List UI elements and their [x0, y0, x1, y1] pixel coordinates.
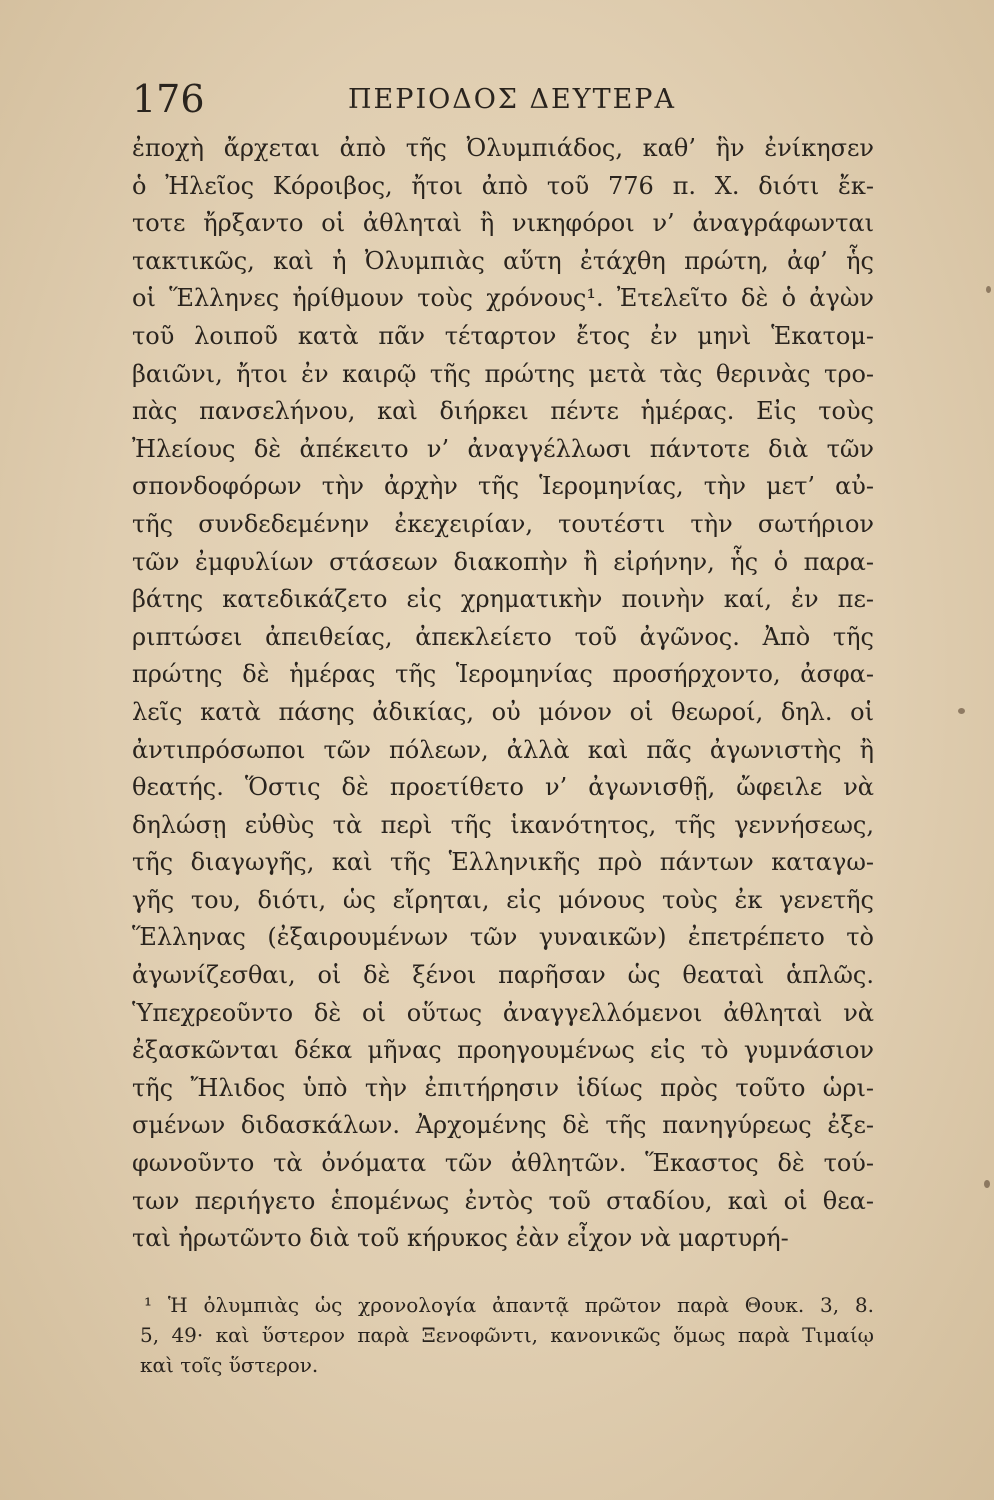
margin-speck: [958, 708, 965, 714]
text-line: τῆς συνδεδεμένην ἐκεχειρίαν, τουτέστι τὴν σωτήριον: [132, 509, 874, 538]
text-line: γῆς του, διότι, ὡς εἴρηται, εἰς μόνους τοὺς ἐκ γενετῆς: [132, 885, 874, 914]
text-line: οἱ Ἕλληνες ἠρίθμουν τοὺς χρόνους¹. Ἐτελεῖτο δὲ ὁ ἀγὼν: [132, 284, 874, 313]
text-line: ὁ Ἠλεῖος Κόροιβος, ἤτοι ἀπὸ τοῦ 776 π. Χ. διότι ἔκ-: [132, 171, 874, 200]
running-head: ΠΕΡΙΟΔΟΣ ΔΕΥΤΕΡΑ: [348, 84, 676, 115]
text-line: τῆς διαγωγῆς, καὶ τῆς Ἑλληνικῆς πρὸ πάντων καταγω-: [132, 848, 874, 877]
margin-speck: [984, 1180, 990, 1188]
footnotes: [140, 1290, 874, 1380]
footnote-line: 5, 49· καὶ ὕστερον παρὰ Ξενοφῶντι, κανονικῶς ὅμως παρὰ Τιμαίῳ: [140, 1323, 874, 1347]
text-line: των περιήγετο ἑπομένως ἐντὸς τοῦ σταδίου, καὶ οἱ θεα-: [132, 1186, 874, 1215]
text-line: φωνοῦντο τὰ ὀνόματα τῶν ἀθλητῶν. Ἕκαστος δὲ τού-: [132, 1149, 874, 1178]
text-line: πρώτης δὲ ἡμέρας τῆς Ἱερομηνίας προσήρχοντο, ἀσφα-: [132, 660, 874, 689]
text-line: ἐποχὴ ἄρχεται ἀπὸ τῆς Ὀλυμπιάδος, καθ’ ἣν ἐνίκησεν: [132, 134, 874, 162]
text-line: τακτικῶς, καὶ ἡ Ὀλυμπιὰς αὕτη ἐτάχθη πρώτη, ἀφ’ ἧς: [132, 246, 874, 275]
text-line: Ὑπεχρεοῦντο δὲ οἱ οὕτως ἀναγγελλόμενοι ἀθληταὶ νὰ: [132, 998, 874, 1027]
margin-speck: [986, 286, 991, 293]
text-line: θεατής. Ὅστις δὲ προετίθετο ν’ ἀγωνισθῇ, ὤφειλε νὰ: [132, 773, 874, 802]
text-line: ἀντιπρόσωποι τῶν πόλεων, ἀλλὰ καὶ πᾶς ἀγωνιστὴς ἢ: [132, 735, 874, 764]
text-line: βάτης κατεδικάζετο εἰς χρηματικὴν ποινὴν καί, ἐν πε-: [132, 585, 874, 614]
page-number: 176: [132, 77, 205, 121]
text-line: λεῖς κατὰ πάσης ἀδικίας, οὐ μόνον οἱ θεωροί, δηλ. οἱ: [132, 697, 874, 726]
text-line: σπονδοφόρων τὴν ἀρχὴν τῆς Ἱερομηνίας, τὴν μετ’ αὐ-: [132, 472, 874, 501]
text-line: πὰς πανσελήνου, καὶ διήρκει πέντε ἡμέρας. Εἰς τοὺς: [132, 397, 874, 426]
text-line: τοτε ἤρξαντο οἱ ἀθληταὶ ἢ νικηφόροι ν’ ἀναγράφωνται: [132, 209, 874, 238]
text-line: τοῦ λοιποῦ κατὰ πᾶν τέταρτον ἔτος ἐν μηνὶ Ἑκατομ-: [132, 321, 874, 350]
text-line: ἐξασκῶνται δέκα μῆνας προηγουμένως εἰς τὸ γυμνάσιον: [132, 1036, 874, 1065]
text-line: ταὶ ἠρωτῶντο διὰ τοῦ κήρυκος ἐὰν εἶχον νὰ μαρτυρή-: [132, 1224, 789, 1253]
body-text: [132, 130, 874, 1258]
text-line: τῆς Ἤλιδος ὑπὸ τὴν ἐπιτήρησιν ἰδίως πρὸς τοῦτο ὡρι-: [132, 1073, 874, 1102]
text-line: ἀγωνίζεσθαι, οἱ δὲ ξένοι παρῆσαν ὡς θεαταὶ ἁπλῶς.: [132, 961, 874, 990]
text-line: βαιῶνι, ἤτοι ἐν καιρῷ τῆς πρώτης μετὰ τὰς θερινὰς τρο-: [132, 359, 874, 388]
footnote-line: καὶ τοῖς ὕστερον.: [140, 1353, 319, 1377]
text-line: σμένων διδασκάλων. Ἀρχομένης δὲ τῆς πανηγύρεως ἐξε-: [132, 1111, 874, 1140]
text-line: ριπτώσει ἀπειθείας, ἀπεκλείετο τοῦ ἀγῶνος. Ἀπὸ τῆς: [132, 622, 874, 651]
text-line: τῶν ἐμφυλίων στάσεων διακοπὴν ἢ εἰρήνην, ἧς ὁ παρα-: [132, 547, 874, 576]
text-line: Ἕλληνας (ἐξαιρουμένων τῶν γυναικῶν) ἐπετρέπετο τὸ: [132, 923, 874, 952]
text-line: δηλώσῃ εὐθὺς τὰ περὶ τῆς ἱκανότητος, τῆς γεννήσεως,: [132, 810, 874, 839]
footnote-line: ¹ Ἡ ὀλυμπιὰς ὡς χρονολογία ἀπαντᾷ πρῶτον παρὰ Θουκ. 3, 8.: [144, 1293, 874, 1317]
text-line: Ἠλείους δὲ ἀπέκειτο ν’ ἀναγγέλλωσι πάντοτε διὰ τῶν: [132, 434, 874, 463]
page-header: [132, 74, 872, 124]
